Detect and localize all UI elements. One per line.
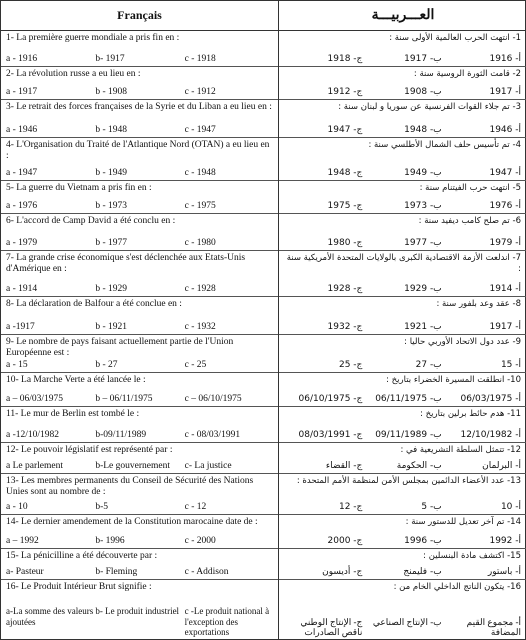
option-b[interactable]: b - 1977	[95, 238, 127, 249]
option-c[interactable]: ج- 1918	[327, 53, 363, 64]
option-a[interactable]: أ- 1914	[489, 284, 521, 295]
question-text: 2- قامت الثورة الروسية سنة :	[413, 68, 521, 79]
option-b[interactable]: b - 27	[95, 359, 118, 370]
option-c[interactable]: c - 25	[184, 359, 207, 370]
option-c[interactable]: ج- 1975	[327, 200, 363, 211]
question-8	[1, 297, 278, 335]
answer-options	[283, 87, 521, 98]
option-c[interactable]: ج- 08/03/1991	[298, 430, 363, 441]
option-c[interactable]: c- La justice	[184, 460, 232, 471]
option-a[interactable]: a -12/10/1982	[6, 430, 60, 441]
question-text: 12- Le pouvoir législatif est représenté par :	[6, 445, 173, 456]
question-text: 2- La révolution russe a eu lieu en :	[6, 68, 141, 79]
arabic-questions	[279, 31, 526, 639]
answer-options	[6, 238, 274, 249]
question-text: 10- La Marche Verte a été lancée le :	[6, 374, 146, 385]
option-b[interactable]: b - 1948	[95, 125, 127, 136]
option-c[interactable]: c - 1975	[184, 200, 216, 211]
option-c[interactable]: ج- أديسون	[322, 566, 363, 577]
question-10	[1, 373, 278, 408]
option-a[interactable]: أ- 1916	[489, 53, 521, 64]
answer-options	[6, 567, 274, 578]
question-1	[279, 31, 526, 67]
option-a[interactable]: a- Pasteur	[6, 566, 44, 577]
option-c[interactable]: ج- القضاء	[325, 460, 363, 471]
answer-options	[6, 125, 274, 136]
option-b[interactable]: b- Fleming	[95, 566, 138, 577]
option-a[interactable]: أ- 1979	[489, 238, 521, 249]
question-text: 3- Le retrait des forces françaises de la Syrie et du Liban a eu lieu en :	[6, 102, 272, 113]
question-text: 10- انطلقت المسيرة الخضراء بتاريخ :	[386, 374, 521, 385]
answer-options	[283, 617, 521, 638]
option-c[interactable]: ج- 1980	[327, 238, 363, 249]
option-c[interactable]: ج- 12	[338, 501, 363, 512]
question-3	[279, 100, 526, 138]
french-questions	[1, 31, 278, 639]
option-b[interactable]: ب- 09/11/1989	[375, 430, 442, 441]
option-a[interactable]: أ- 1947	[489, 167, 521, 178]
option-b[interactable]: ب- 5	[421, 501, 442, 512]
question-14	[279, 515, 526, 550]
question-text: 11- هدم حائط برلين بتاريخ :	[420, 409, 521, 420]
question-16	[1, 580, 278, 639]
option-c[interactable]: ج- 1912	[327, 87, 363, 98]
option-b[interactable]: ب- 1996	[404, 536, 442, 547]
question-6	[1, 214, 278, 252]
answer-options	[6, 284, 274, 295]
option-c[interactable]: ج- 1948	[327, 167, 363, 178]
option-b[interactable]: ب- 1917	[404, 53, 442, 64]
answer-options	[6, 536, 274, 547]
answer-options	[283, 322, 521, 333]
answer-options	[6, 201, 274, 212]
option-a[interactable]: a - 10	[6, 501, 28, 512]
question-6	[279, 214, 526, 252]
option-a[interactable]: أ- 15	[500, 359, 521, 370]
option-c[interactable]: c - 1948	[184, 167, 216, 178]
option-a[interactable]: a - 1976	[6, 200, 38, 211]
option-a[interactable]: أ- 12/10/1982	[460, 430, 521, 441]
question-text: 1- انتهت الحرب العالمية الأولى سنة :	[389, 33, 521, 43]
question-text: 14- تم آخر تعديل للدستور سنة :	[405, 516, 521, 527]
option-a[interactable]: a Le parlement	[6, 460, 63, 471]
answer-options	[6, 461, 274, 472]
option-c[interactable]: c – 06/10/1975	[184, 394, 242, 405]
answer-options	[283, 168, 521, 179]
question-text: 8- La déclaration de Balfour a été conclue en :	[6, 299, 182, 310]
question-7	[279, 251, 526, 297]
question-text: 5- La guerre du Vietnam a pris fin en :	[6, 182, 152, 193]
answer-options	[283, 502, 521, 513]
question-4	[1, 138, 278, 181]
question-text: 16- Le Produit Intérieur Brut signifie :	[6, 581, 152, 592]
question-15	[1, 549, 278, 580]
option-b[interactable]: ب- 27	[415, 359, 442, 370]
answer-options	[283, 536, 521, 547]
option-c[interactable]: c - 1928	[184, 284, 216, 295]
option-c[interactable]: c - 1912	[184, 87, 216, 98]
question-16	[279, 580, 526, 639]
question-text: 12- تتمثل السلطة التشريعية في :	[400, 445, 521, 456]
option-b[interactable]: b - 1929	[95, 284, 127, 295]
french-column	[1, 1, 279, 639]
question-text: 6- تم صلح كامب ديفيد سنة :	[418, 215, 521, 226]
answer-options	[283, 430, 521, 441]
answer-options	[283, 360, 521, 371]
question-4	[279, 138, 526, 181]
question-12	[279, 443, 526, 474]
option-b[interactable]: ب- 1949	[404, 167, 442, 178]
answer-options	[6, 606, 274, 638]
option-c[interactable]: ج- 25	[338, 359, 363, 370]
option-c[interactable]: ج- الإنتاج الوطني ناقص الصادرات	[300, 616, 363, 638]
option-c[interactable]: ج- 1932	[327, 321, 363, 332]
arabic-column	[279, 1, 526, 639]
option-a[interactable]: أ- 1946	[489, 125, 521, 136]
option-b[interactable]: ب- 06/11/1975	[375, 394, 442, 405]
question-8	[279, 297, 526, 335]
option-a[interactable]: أ- باستور	[487, 566, 521, 577]
question-text: 11- Le mur de Berlin est tombé le :	[6, 409, 140, 420]
option-a[interactable]: أ- 1976	[489, 200, 521, 211]
option-b[interactable]: ب- 1908	[404, 87, 442, 98]
question-text: 7- اندلعت الأزمة الاقتصادية الكبرى بالولايات المتحدة الأمريكية سنة :	[286, 253, 521, 275]
question-text: 16- يتكون الناتج الداخلي الخام من :	[393, 581, 521, 592]
answer-options	[6, 168, 274, 179]
answer-options	[283, 201, 521, 212]
answer-options	[6, 394, 274, 405]
answer-options	[6, 54, 274, 65]
question-3	[1, 100, 278, 138]
option-b[interactable]: ب- 1977	[404, 238, 442, 249]
option-a[interactable]: a – 1992	[6, 536, 39, 547]
arabic-header: العـــربيـــة	[279, 1, 526, 31]
option-b[interactable]: b – 06/11/1975	[95, 394, 153, 405]
option-a[interactable]: أ- 06/03/1975	[460, 394, 521, 405]
option-b[interactable]: b-09/11/1989	[95, 430, 147, 441]
option-a[interactable]: a - 1979	[6, 238, 38, 249]
option-c[interactable]: c -Le produit national à l'exception des exportations	[184, 606, 270, 638]
french-header: Français	[1, 1, 278, 31]
option-b[interactable]: ب- 1948	[404, 125, 442, 136]
option-c[interactable]: c - 1932	[184, 321, 216, 332]
option-b[interactable]: ب- الحكومة	[396, 460, 442, 471]
option-a[interactable]: أ- البرلمان	[482, 460, 521, 471]
question-11	[279, 407, 526, 443]
option-c[interactable]: c - 08/03/1991	[184, 430, 241, 441]
option-a[interactable]: a - 15	[6, 359, 28, 370]
question-text: 14- Le dernier amendement de la Constitution marocaine date de :	[6, 516, 258, 527]
question-text: 9- عدد دول الاتحاد الأوربي حاليا :	[404, 336, 521, 347]
option-a[interactable]: a - 1914	[6, 284, 38, 295]
question-5	[279, 181, 526, 214]
question-2	[1, 67, 278, 101]
question-text: 4- تم تأسيس حلف الشمال الأطلسي سنة :	[368, 140, 521, 151]
question-text: 3- تم جلاء القوات الفرنسية عن سوريا و لبنان سنة :	[338, 102, 521, 113]
option-b[interactable]: b-Le gouvernement	[95, 460, 170, 471]
question-13	[279, 474, 526, 515]
option-b[interactable]: ب- 1921	[404, 321, 442, 332]
question-9	[279, 335, 526, 373]
question-text: 13- Les membres permanents du Conseil de Sécurité des Nations Unies sont au nombre de :	[6, 475, 254, 497]
option-b[interactable]: b- Le produit industriel	[95, 606, 180, 617]
question-12	[1, 443, 278, 474]
question-2	[279, 67, 526, 101]
answer-options	[283, 394, 521, 405]
option-a[interactable]: a – 06/03/1975	[6, 394, 63, 405]
question-text: 13- عدد الأعضاء الدائمين بمجلس الأمن لمنظمة الأمم المتحدة :	[296, 475, 521, 486]
option-b[interactable]: b - 1908	[95, 87, 127, 98]
option-c[interactable]: ج- 2000	[327, 536, 363, 547]
option-a[interactable]: a - 1947	[6, 167, 38, 178]
question-1	[1, 31, 278, 67]
option-a[interactable]: أ- 1917	[489, 321, 521, 332]
question-10	[279, 373, 526, 408]
question-text: 1- La première guerre mondiale a pris fin en :	[6, 33, 180, 43]
question-text: 9- Le nombre de pays faisant actuellement partie de l'Union Européenne est :	[6, 336, 234, 358]
option-b[interactable]: b-5	[95, 501, 108, 512]
option-b[interactable]: b - 1973	[95, 200, 127, 211]
question-9	[1, 335, 278, 373]
question-text: 5- انتهت حرب الفيتنام سنة :	[419, 182, 521, 193]
option-a[interactable]: أ- 1917	[489, 87, 521, 98]
option-c[interactable]: ج- 06/10/1975	[298, 394, 363, 405]
option-b[interactable]: b - 1949	[95, 167, 127, 178]
answer-options	[283, 284, 521, 295]
option-c[interactable]: c - 1947	[184, 125, 216, 136]
answer-options	[283, 461, 521, 472]
question-text: 15- La pénicilline a été découverte par :	[6, 551, 158, 562]
question-15	[279, 549, 526, 580]
option-a[interactable]: a - 1917	[6, 87, 38, 98]
option-b[interactable]: b - 1921	[95, 321, 127, 332]
option-c[interactable]: c - 1980	[184, 238, 216, 249]
option-a[interactable]: a-La somme des valeurs ajoutées	[6, 606, 94, 627]
option-c[interactable]: ج- 1928	[327, 284, 363, 295]
option-b[interactable]: ب- فليمنج	[403, 566, 442, 577]
option-c[interactable]: c - 1918	[184, 53, 216, 64]
question-5	[1, 181, 278, 214]
question-14	[1, 515, 278, 550]
question-7	[1, 251, 278, 297]
answer-options	[6, 360, 274, 371]
question-13	[1, 474, 278, 515]
option-c[interactable]: ج- 1947	[327, 125, 363, 136]
answer-options	[283, 54, 521, 65]
option-b[interactable]: b- 1996	[95, 536, 125, 547]
question-text: 7- La grande crise économique s'est déclenchée aux Etats-Unis d'Amérique en :	[6, 253, 246, 275]
option-c[interactable]: c - 2000	[184, 536, 216, 547]
answer-options	[6, 502, 274, 513]
answer-options	[283, 238, 521, 249]
option-a[interactable]: أ- 1992	[489, 536, 521, 547]
option-b[interactable]: ب- الإنتاج الصناعي	[372, 616, 442, 627]
option-b[interactable]: b- 1917	[95, 53, 125, 64]
answer-options	[283, 125, 521, 136]
option-c[interactable]: c - Addison	[184, 566, 229, 577]
answer-options	[6, 430, 274, 441]
answer-options	[6, 322, 274, 333]
option-a[interactable]: a -1917	[6, 321, 35, 332]
question-text: 4- L'Organisation du Traité de l'Atlantique Nord (OTAN) a eu lieu en :	[6, 140, 270, 162]
option-a[interactable]: a - 1916	[6, 53, 38, 64]
option-a[interactable]: a - 1946	[6, 125, 38, 136]
option-b[interactable]: ب- 1929	[404, 284, 442, 295]
answer-options	[6, 87, 274, 98]
question-text: 8- عقد وعد بلفور سنة :	[436, 299, 521, 310]
option-b[interactable]: ب- 1973	[404, 200, 442, 211]
option-a[interactable]: أ- مجموع القيم المضافة	[466, 616, 521, 638]
option-a[interactable]: أ- 10	[500, 501, 521, 512]
option-c[interactable]: c - 12	[184, 501, 207, 512]
question-11	[1, 407, 278, 443]
question-text: 15- اكتشف مادة البنسلين :	[423, 551, 521, 562]
answer-options	[283, 567, 521, 578]
question-text: 6- L'accord de Camp David a été conclu en :	[6, 215, 176, 226]
